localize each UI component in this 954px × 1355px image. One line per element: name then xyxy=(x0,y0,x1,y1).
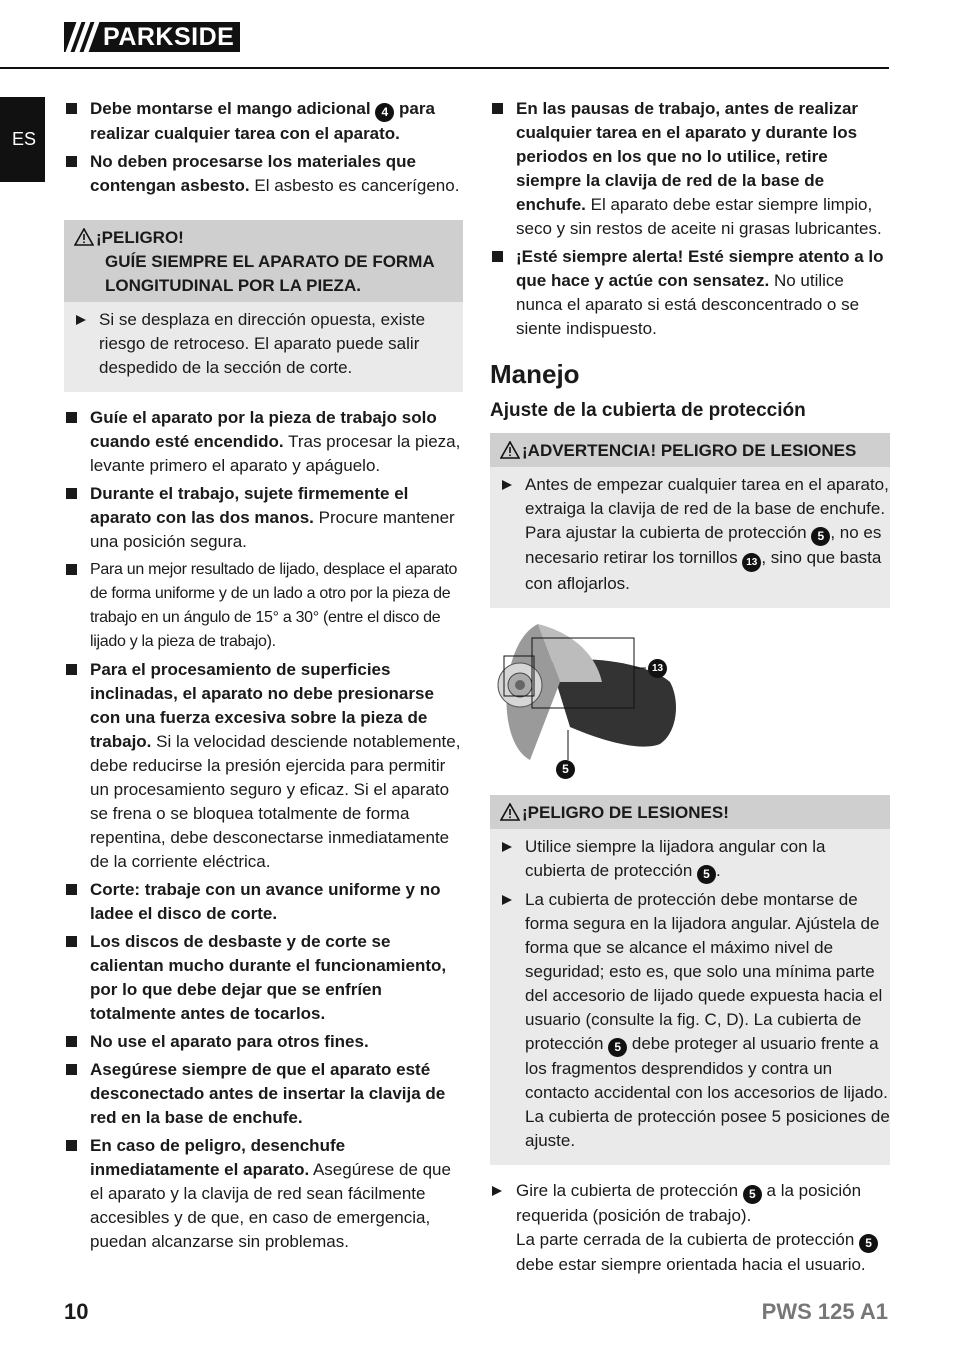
list-item: Corte: trabaje con un avance uniforme y no ladee el disco de corte. xyxy=(64,878,463,926)
reference-number: 5 xyxy=(743,1185,762,1204)
header-rule xyxy=(0,67,889,69)
danger-header: ¡PELIGRO! GUÍE SIEMPRE EL APARATO DE FORMA LONGITUDINAL POR LA PIEZA. xyxy=(64,220,463,302)
reference-number: 5 xyxy=(811,527,830,546)
angle-grinder-illustration xyxy=(490,622,690,787)
page-number: 10 xyxy=(64,1299,89,1324)
right-column xyxy=(490,97,890,1281)
figure-callout-13: 13 xyxy=(648,659,667,678)
guard-adjustment-figure xyxy=(490,622,890,787)
figure-callout-5: 5 xyxy=(556,760,575,779)
list-item: Para el procesamiento de superficies inclinadas, el aparato no debe presionarse con una fuerza excesiva sobre la pieza de trabajo. Si la velocidad desciende notablemente, debe reducirse la presión ejercida para permitir un procesamiento seguro y eficaz. Si el aparato se frena o se bloquea totalmente de forma repentina, debe desconectarse inmediatamente de la corriente eléctrica. xyxy=(64,658,463,874)
list-item: Debe montarse el mango adicional 4 para realizar cualquier tarea con el aparato. xyxy=(64,97,463,146)
warning-header: ¡ADVERTENCIA! PELIGRO DE LESIONES xyxy=(490,433,890,467)
list-item: Antes de empezar cualquier tarea en el aparato, extraiga la clavija de red de la base de enchufe. Para ajustar la cubierta de protección 5 , no es necesario retirar los tornillos 13 , sino que basta con aflojarlos. xyxy=(490,473,890,596)
reference-number: 13 xyxy=(742,553,761,572)
reference-number: 4 xyxy=(375,103,394,122)
logo-slashes xyxy=(64,22,100,52)
instruction-step: Gire la cubierta de protección 5 a la posición requerida (posición de trabajo). La parte cerrada de la cubierta de protección 5 debe estar siempre orientada hacia el usuario. xyxy=(490,1179,890,1277)
reference-number: 5 xyxy=(859,1234,878,1253)
model-number: PWS 125 A1 xyxy=(761,1299,888,1324)
list-item: Los discos de desbaste y de corte se calientan mucho durante el funcionamiento, por lo que debe dejar que se enfríen totalmente antes de tocarlos. xyxy=(64,930,463,1026)
list-item: Guíe el aparato por la pieza de trabajo solo cuando esté encendido. Tras procesar la pieza, levante primero el aparato y apáguelo. xyxy=(64,406,463,478)
list-item: No deben procesarse los materiales que contengan asbesto. El asbesto es cancerígeno. xyxy=(64,150,463,198)
danger-box xyxy=(64,220,463,392)
warning-triangle-icon xyxy=(500,803,520,821)
warning-triangle-icon xyxy=(74,228,94,246)
reference-number: 5 xyxy=(697,865,716,884)
left-column xyxy=(64,97,463,1258)
language-code: ES xyxy=(12,129,37,149)
brand-logo xyxy=(64,22,240,52)
warning-box xyxy=(490,433,890,608)
list-item: Para un mejor resultado de lijado, desplace el aparato de forma uniforme y de un lado a otro por la pieza de trabajo en un ángulo de 15° a 30° (entre el disco de lijado y la pieza de trabajo). xyxy=(64,558,463,654)
brand-name: PARKSIDE xyxy=(100,22,240,52)
list-item: Durante el trabajo, sujete firmemente el aparato con las dos manos. Procure mantener una posición segura. xyxy=(64,482,463,554)
list-item: Utilice siempre la lijadora angular con la cubierta de protección 5 . xyxy=(490,835,890,884)
reference-number: 5 xyxy=(608,1038,627,1057)
list-item: En caso de peligro, desenchufe inmediatamente el aparato. Asegúrese de que el aparato y la clavija de red sean fácilmente accesibles y de que, en caso de emergencia, puedan alcanzarse sin problemas. xyxy=(64,1134,463,1254)
list-item: La cubierta de protección debe montarse de forma segura en la lijadora angular. Ajústela de forma que se alcance el máximo nivel de seguridad; esto es, que solo una mínima parte del accesorio de lijado quede expuesta hacia el usuario (consulte la fig. C, D). La cubierta de protección 5 debe proteger al usuario frente a los fragmentos desprendidos y contra un contacto accidental con los accesorios de lijado. La cubierta de protección posee 5 posiciones de ajuste. xyxy=(490,888,890,1153)
language-tab xyxy=(0,97,45,182)
warning-triangle-icon xyxy=(500,441,520,459)
danger-header: ¡PELIGRO DE LESIONES! xyxy=(490,795,890,829)
list-item: ¡Esté siempre alerta! Esté siempre atento a lo que hace y actúe con sensatez. No utilice nunca el aparato si está desconcentrado o se siente indispuesto. xyxy=(490,245,890,341)
list-item: Asegúrese siempre de que el aparato esté desconectado antes de insertar la clavija de red en la base de enchufe. xyxy=(64,1058,463,1130)
subsection-title: Ajuste de la cubierta de protección xyxy=(490,400,806,421)
list-item: No use el aparato para otros fines. xyxy=(64,1030,463,1054)
section-title: Manejo xyxy=(490,359,580,389)
list-item: En las pausas de trabajo, antes de realizar cualquier tarea en el aparato y durante los periodos en los que no lo utilice, retire siempre la clavija de red de la base de enchufe. El aparato debe estar siempre limpio, seco y sin restos de aceite ni grasas lubricantes. xyxy=(490,97,890,241)
list-item: Si se desplaza en dirección opuesta, existe riesgo de retroceso. El aparato puede salir despedido de la sección de corte. xyxy=(64,308,463,380)
danger-box xyxy=(490,795,890,1165)
